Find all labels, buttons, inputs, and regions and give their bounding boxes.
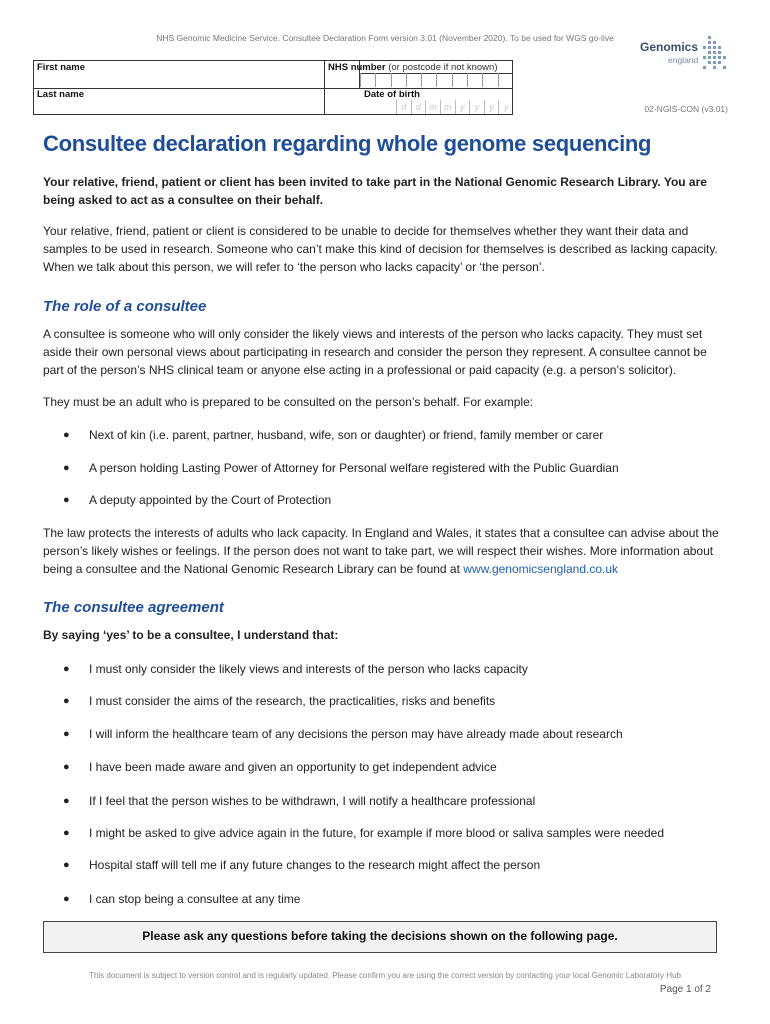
- header-note: NHS Genomic Medicine Service. Consultee Declaration Form version 3.01 (November 2020). To be used for WGS go-live: [156, 33, 614, 43]
- nhs-number-hint: (or postcode if not known): [388, 62, 498, 73]
- page-number: Page 1 of 2: [659, 984, 711, 995]
- form-code: 02-NGIS-CON (v3.01): [644, 104, 728, 114]
- dob-label: Date of birth: [364, 89, 420, 100]
- nhs-number-input[interactable]: [360, 73, 513, 87]
- logo-grid-icon: [700, 34, 726, 76]
- footer-disclaimer: This document is subject to version control and is regularly updated. Please confirm you are using the correct version by contacting your local Genomic Laboratory Hub: [89, 971, 681, 980]
- first-name-label: First name: [37, 62, 86, 73]
- agreement-heading: The consultee agreement: [43, 599, 224, 616]
- patient-id-box: [33, 60, 513, 115]
- role-paragraph-2: They must be an adult who is prepared to be consulted on the person’s behalf. For example:: [43, 395, 534, 409]
- dob-input[interactable]: d d m m y y y y: [396, 100, 513, 114]
- genomics-england-link[interactable]: www.genomicsengland.co.uk: [463, 562, 619, 576]
- intro-paragraph: Your relative, friend, patient or client is considered to be unable to decide for themselves whether they want their data and samples to be used in research. Someone who can’t make this kind of decision for themselves is described as lacking capacity. When we talk about this person, we will refer to ‘the person who lacks capacity’ or ‘the person’.: [43, 224, 718, 274]
- page-title: Consultee declaration regarding whole genome sequencing: [43, 131, 652, 156]
- agreement-lead: By saying ‘yes’ to be a consultee, I understand that:: [43, 628, 339, 642]
- nhs-number-label: NHS number (or postcode if not known): [328, 62, 498, 73]
- last-name-label: Last name: [37, 89, 84, 100]
- notice-box: Please ask any questions before taking the decisions shown on the following page.: [43, 921, 717, 953]
- role-heading: The role of a consultee: [43, 298, 207, 315]
- role-paragraph-3: The law protects the interests of adults who lack capacity. In England and Wales, it states that a consultee can advise about the person’s likely wishes or feelings. If the person does not want to take part, we will respect their wishes. More information about being a consultee and the National Genomic Research Library can be found at www.genomicsengland.co.uk: [43, 526, 719, 576]
- intro-bold-paragraph: Your relative, friend, patient or client has been invited to take part in the National Genomic Research Library. You are being asked to act as a consultee on their behalf.: [43, 175, 707, 207]
- genomics-england-logo: Genomics england: [638, 34, 728, 79]
- role-paragraph-1: A consultee is someone who will only consider the likely views and interests of the person who lacks capacity. They must set aside their own personal views about participating in research and consider the person they represent. A consultee cannot be part of the person’s NHS clinical team or anyone else acting in a professional or paid capacity (e.g. a person’s solicitor).: [43, 327, 707, 377]
